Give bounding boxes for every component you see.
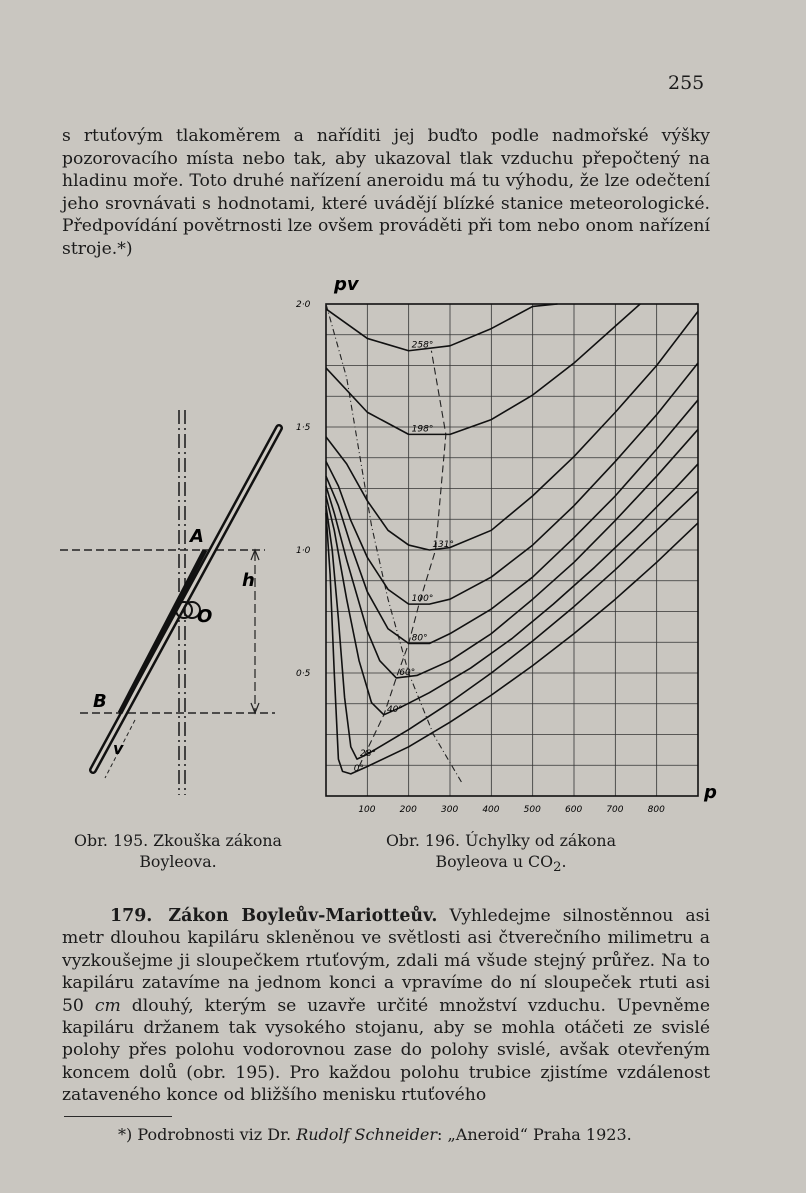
y-tick-3: 0·5: [296, 669, 311, 679]
section-number: 179.: [110, 906, 153, 926]
figure-195: [55, 400, 295, 800]
section-title: Zákon Boyleův-Mariotteův.: [168, 906, 438, 926]
isotherm-label-1: 198°: [411, 424, 434, 435]
caption-196-subscript: 2: [553, 860, 562, 876]
footnote-author: Rudolf Schneider: [296, 1125, 438, 1144]
label-O: O: [197, 606, 213, 627]
isotherm-label-5: 60°: [399, 667, 416, 678]
x-tick-500: 500: [523, 805, 541, 815]
x-tick-200: 200: [399, 805, 417, 815]
caption-196-line1: Obr. 196. Úchylky od zákona: [385, 831, 616, 850]
footnote-rule: [64, 1116, 172, 1117]
y-tick-2: 1·0: [296, 546, 311, 556]
isotherm-label-3: 100°: [411, 594, 434, 605]
isotherm-0: [326, 304, 557, 351]
isotherm-label-8: 0°: [353, 763, 365, 774]
caption-196-line2-prefix: Boyleova u CO: [435, 852, 554, 871]
x-tick-600: 600: [565, 805, 583, 815]
isotherm-1: [326, 304, 640, 434]
x-tick-400: 400: [482, 805, 500, 815]
isotherm-label-0: 258°: [411, 340, 434, 351]
label-v: v: [113, 739, 124, 758]
paragraph-2-unit: cm: [94, 995, 121, 1016]
caption-figure-196: [356, 830, 646, 878]
footnote: [118, 1125, 632, 1144]
paragraph-section-179: [62, 905, 710, 1107]
isotherm-label-7: 28°: [360, 749, 376, 760]
footnote-prefix: *) Podrobnosti viz Dr.: [118, 1125, 292, 1144]
x-tick-700: 700: [606, 805, 624, 815]
label-h: h: [242, 570, 255, 591]
paragraph-2-part-b: dlouhý, kterým se uzavře určité množství vzduchu. Upevněme kapiláru držanem tak vysokého stojanu, aby se mohla otáčeti ze svislé polohy přes polohu vodorovnou zase do polohy svislé, avšak otevřeným koncem dolů (obr. 195). Pro každou polohu trubice zjistíme vzdálenost zataveného konce od bližšího menisku rtuťového: [62, 995, 711, 1106]
page-number: 255: [668, 72, 705, 94]
isotherm-5: [326, 429, 698, 677]
y-tick-0: 2·0: [296, 300, 311, 310]
paragraph-2-part-a: Vyhledejme silnostěnnou asi metr dlouhou kapiláru skleněnou ve světlosti asi čtverečního milimetru a vyzkoušejme ji sloupečkem rtuťovým, zdali má všude stejný průřez. Na to kapiláru zatavíme na jednom konci a vpravíme do ní sloupeček rtuti asi 50: [62, 906, 710, 1016]
y-axis-label: pv: [334, 274, 359, 295]
x-axis-label: p: [704, 782, 717, 803]
paragraph-top: s rtuťovým tlakoměrem a naříditi jej buďto podle nadmořské výšky pozorovacího místa nebo tak, aby ukazoval tlak vzduchu přepočtený na hladinu moře. Toto druhé nařízení aneroidu má tu výhodu, že lze odečtení jeho srovnávati s hodnotami, které uvádějí blízké stanice meteorologické. Předpovídání povětrnosti lze ovšem prováděti při tom nebo onom nařízení stroje.*): [62, 126, 710, 259]
isotherm-label-4: 80°: [411, 633, 428, 644]
capillary-tube-inner: [93, 428, 279, 770]
caption-195-line2: Boyleova.: [139, 852, 217, 871]
figure-196-chart: [280, 270, 730, 820]
x-tick-300: 300: [441, 805, 459, 815]
label-B: B: [93, 691, 107, 712]
isotherm-6: [326, 464, 698, 715]
label-A: A: [190, 526, 204, 547]
x-tick-800: 800: [647, 805, 665, 815]
footnote-suffix: : „Aneroid“ Praha 1923.: [437, 1125, 632, 1144]
isotherm-label-6: 40°: [386, 704, 403, 715]
isotherm-3: [326, 363, 698, 604]
caption-196-line2-suffix: .: [561, 852, 567, 871]
isotherm-label-2: 131°: [432, 540, 455, 550]
x-tick-100: 100: [358, 805, 376, 815]
caption-figure-195: [58, 830, 298, 872]
isotherm-7: [326, 491, 698, 759]
caption-195-line1: Obr. 195. Zkouška zákona: [74, 831, 282, 850]
y-tick-1: 1·5: [296, 423, 311, 433]
mercury-column: [120, 550, 205, 713]
